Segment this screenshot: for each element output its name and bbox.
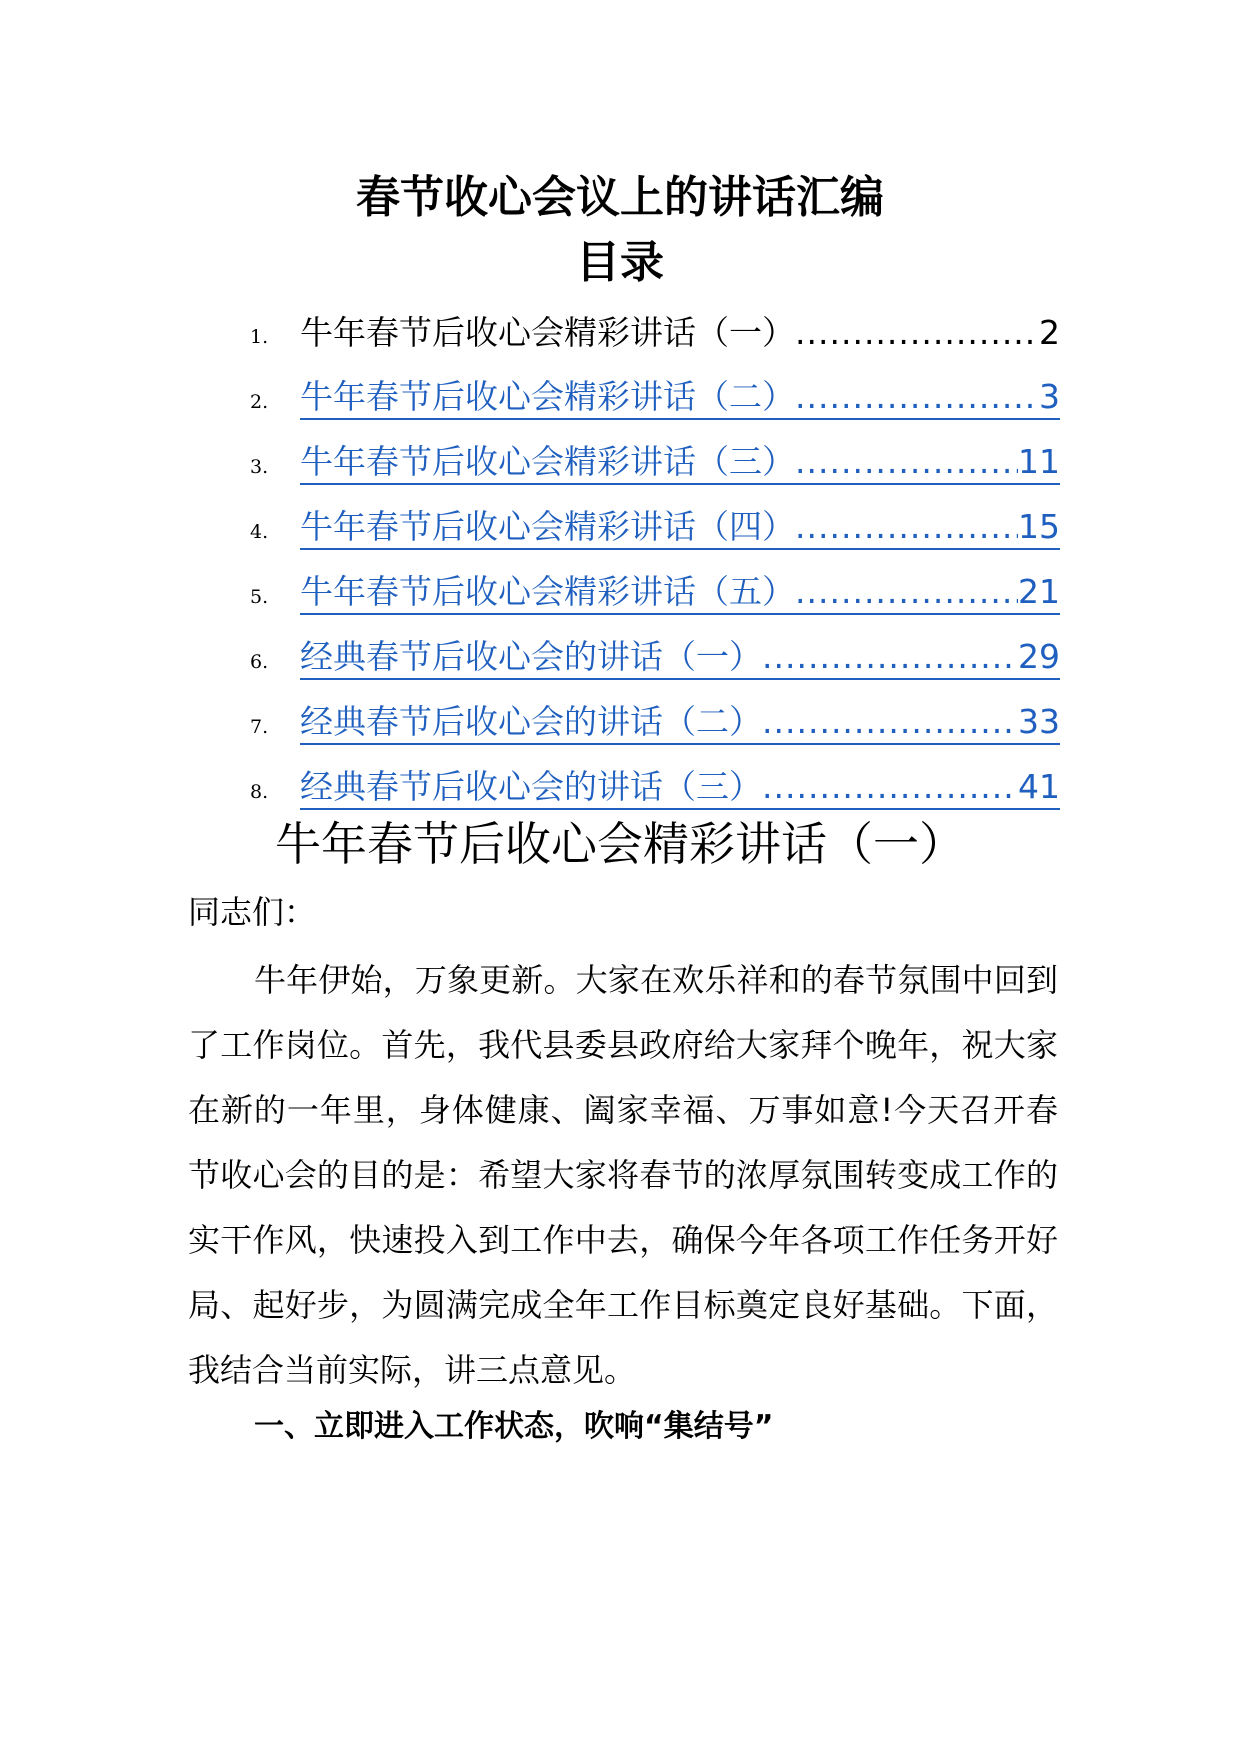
toc-leader-dots: [762, 701, 1018, 743]
toc-entry-link[interactable]: [300, 571, 1060, 615]
toc-entry-page: 2: [1039, 312, 1060, 352]
toc-entry-7: [250, 690, 1060, 755]
toc-leader-dots: [795, 376, 1039, 418]
toc-entry-link[interactable]: [300, 766, 1060, 810]
toc-entry-page: 21: [1018, 571, 1060, 611]
toc-entry-page: 3: [1039, 376, 1060, 416]
toc-entry-link[interactable]: [300, 701, 1060, 745]
toc-entry-3: [250, 430, 1060, 495]
toc-entry-number: 8.: [250, 780, 269, 803]
toc-entry-number: 3.: [250, 455, 269, 478]
toc-leader-dots: [795, 571, 1018, 613]
salutation: 同志们：: [188, 893, 317, 931]
toc-entry-link[interactable]: [300, 636, 1060, 680]
toc-entry-number: 2.: [250, 390, 269, 413]
toc-entry-text: 经典春节后收心会的讲话（一）: [300, 636, 762, 676]
toc-leader-dots: [795, 506, 1018, 548]
toc-leader-dots: [762, 636, 1018, 678]
toc-entry-text: 牛年春节后收心会精彩讲话（一）: [300, 312, 795, 352]
toc-entry-number: 7.: [250, 715, 269, 738]
toc-entry-text: 牛年春节后收心会精彩讲话（二）: [300, 376, 795, 416]
toc-entry-page: 29: [1018, 636, 1060, 676]
toc-entry-link[interactable]: [300, 376, 1060, 420]
toc-entry-text: 牛年春节后收心会精彩讲话（五）: [300, 571, 795, 611]
toc-entry-link[interactable]: [300, 506, 1060, 550]
toc-entry-1: [250, 300, 1060, 365]
toc-entry-number: 6.: [250, 650, 269, 673]
toc-entry-link[interactable]: [300, 312, 1060, 354]
toc-entry-page: 11: [1018, 441, 1060, 481]
toc-entry-4: [250, 495, 1060, 560]
toc-entry-link[interactable]: [300, 441, 1060, 485]
document-title: 春节收心会议上的讲话汇编: [356, 172, 884, 223]
sub-heading: 一、立即进入工作状态，吹响“集结号”: [254, 1409, 774, 1444]
toc-leader-dots: [795, 312, 1039, 354]
toc-entry-number: 4.: [250, 520, 269, 543]
toc-entry-text: 经典春节后收心会的讲话（二）: [300, 701, 762, 741]
body-paragraph: 牛年伊始，万象更新。大家在欢乐祥和的春节氛围中回到了工作岗位。首先，我代县委县政府给大家拜个晚年，祝大家在新的一年里，身体健康、阖家幸福、万事如意!今天召开春节收心会的目的是：希望大家将春节的浓厚氛围转变成工作的实干作风，快速投入到工作中去，确保今年各项工作任务开好局、起好步，为圆满完成全年工作目标奠定良好基础。下面，我结合当前实际，讲三点意见。: [188, 961, 1058, 1389]
toc-entry-number: 1.: [250, 325, 269, 348]
toc-heading: 目录: [576, 237, 664, 288]
toc-entry-8: [250, 755, 1060, 820]
toc-entry-text: 牛年春节后收心会精彩讲话（三）: [300, 441, 795, 481]
section-heading: 牛年春节后收心会精彩讲话（一）: [275, 817, 965, 871]
toc-entry-number: 5.: [250, 585, 269, 608]
toc-entry-text: 牛年春节后收心会精彩讲话（四）: [300, 506, 795, 546]
toc-entry-5: [250, 560, 1060, 625]
toc-entry-text: 经典春节后收心会的讲话（三）: [300, 766, 762, 806]
table-of-contents: [250, 300, 1060, 820]
toc-entry-2: [250, 365, 1060, 430]
toc-entry-page: 33: [1018, 701, 1060, 741]
toc-entry-6: [250, 625, 1060, 690]
toc-leader-dots: [795, 441, 1018, 483]
toc-leader-dots: [762, 766, 1018, 808]
toc-entry-page: 15: [1018, 506, 1060, 546]
toc-entry-page: 41: [1018, 766, 1060, 806]
